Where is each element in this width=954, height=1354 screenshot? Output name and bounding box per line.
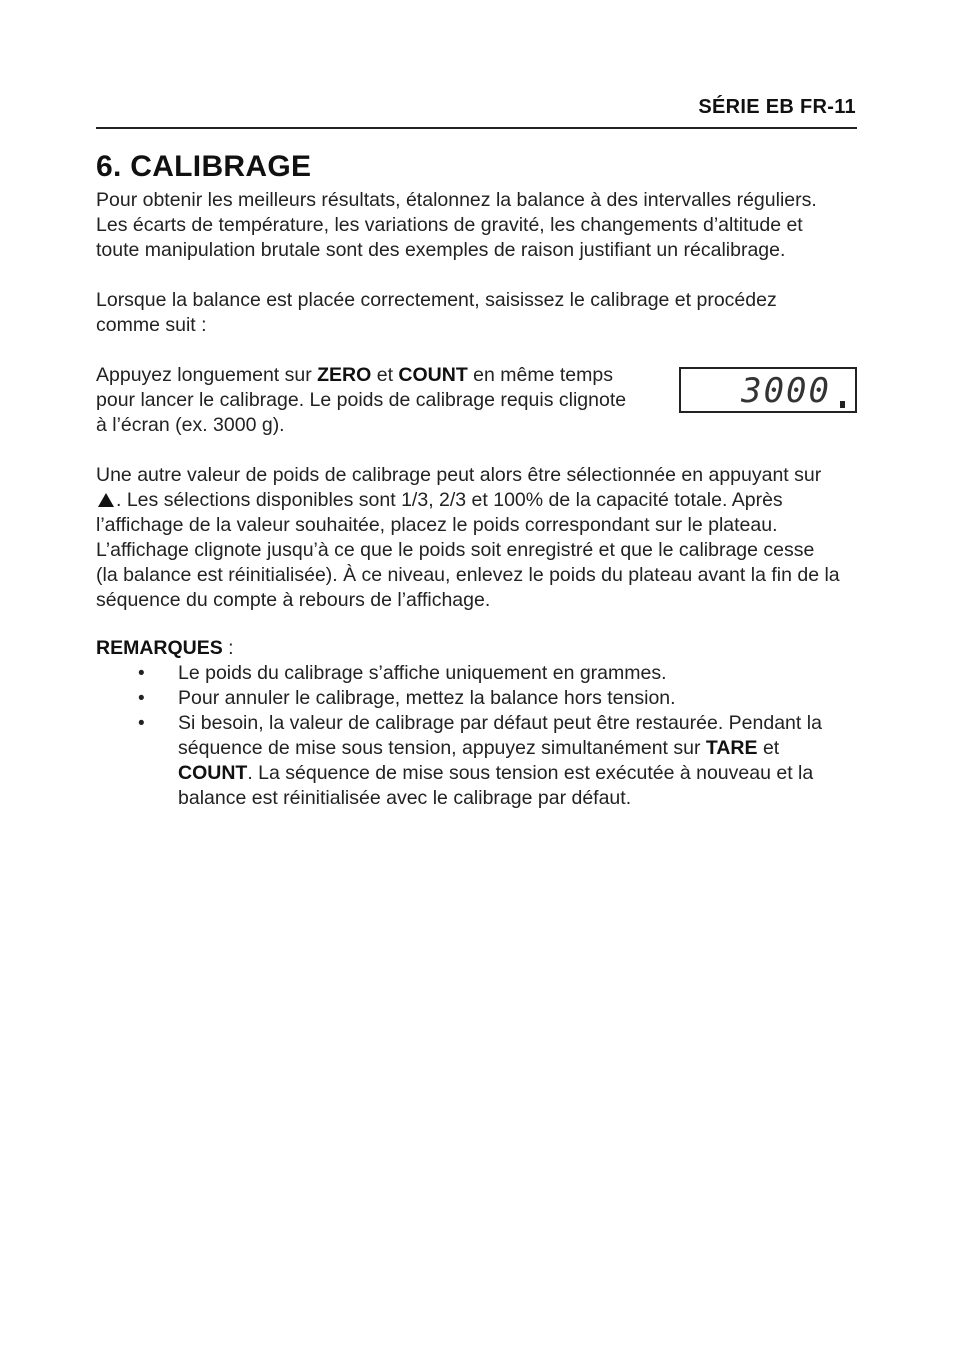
- up-triangle-icon: [98, 493, 114, 507]
- list-item: [96, 711, 841, 811]
- selection-text-1: Une autre valeur de poids de calibrage peut alors être sélectionnée en appuyant sur: [96, 464, 822, 486]
- step-text-1: Appuyez longuement sur: [96, 364, 318, 386]
- notes-list: [96, 661, 841, 811]
- section-title: 6. CALIBRAGE: [96, 150, 312, 183]
- note-text-1: Le poids du calibrage s’affiche uniquement en grammes.: [178, 662, 667, 684]
- intro-paragraph: Pour obtenir les meilleurs résultats, étalonnez la balance à des intervalles réguliers. Les écarts de température, les variations de gravité, les changements d’altitude et toute manipulation brutale sont des exemples de raison justifiant un récalibrage.: [96, 189, 817, 261]
- key-tare: TARE: [705, 737, 758, 759]
- note-text-3b: et: [757, 737, 780, 759]
- notes-label: REMARQUES: [96, 637, 223, 659]
- note-text-3a: Si besoin, la valeur de calibrage par défaut peut être restaurée. Pendant la séquence de mise sous tension, appuyez simultanément sur: [178, 712, 822, 759]
- running-header: SÉRIE EB FR-11: [698, 96, 856, 118]
- bullet-icon: •: [138, 713, 145, 734]
- lcd-display: [679, 367, 857, 413]
- lcd-indicator-icon: [840, 401, 845, 408]
- selection-paragraph: [96, 463, 841, 613]
- key-count: COUNT: [398, 364, 468, 386]
- step-text-3: en même temps pour lancer le calibrage. Le poids de calibrage requis clignote à l’écran (ex. 3000 g).: [96, 364, 627, 436]
- step-text-2: et: [371, 364, 399, 386]
- list-item: [96, 686, 841, 711]
- key-count: COUNT: [178, 762, 248, 784]
- header-rule: [96, 127, 857, 129]
- note-text-3c: . La séquence de mise sous tension est exécutée à nouveau et la balance est réinitialisée avec le calibrage par défaut.: [178, 762, 814, 809]
- key-zero: ZERO: [317, 364, 372, 386]
- lcd-value: 3000: [741, 371, 831, 411]
- procedure-paragraph: Lorsque la balance est placée correctement, saisissez le calibrage et procédez comme suit :: [96, 289, 777, 336]
- selection-text-2: . Les sélections disponibles sont 1/3, 2/3 et 100% de la capacité totale. Après l’affichage de la valeur souhaitée, placez le poids correspondant sur le plateau. L’affichage clignote jusqu’à ce que le poids soit enregistré et que le calibrage cesse (la balance est réinitialisée). À ce niveau, enlevez le poids du plateau avant la fin de la séquence du compte à rebours de l’affichage.: [96, 489, 840, 611]
- list-item: [96, 661, 841, 686]
- bullet-icon: •: [138, 688, 145, 709]
- note-text-2: Pour annuler le calibrage, mettez la balance hors tension.: [178, 687, 676, 709]
- notes-heading: [96, 636, 234, 661]
- step-paragraph: [96, 363, 636, 438]
- notes-colon: :: [222, 637, 234, 659]
- bullet-icon: •: [138, 663, 145, 684]
